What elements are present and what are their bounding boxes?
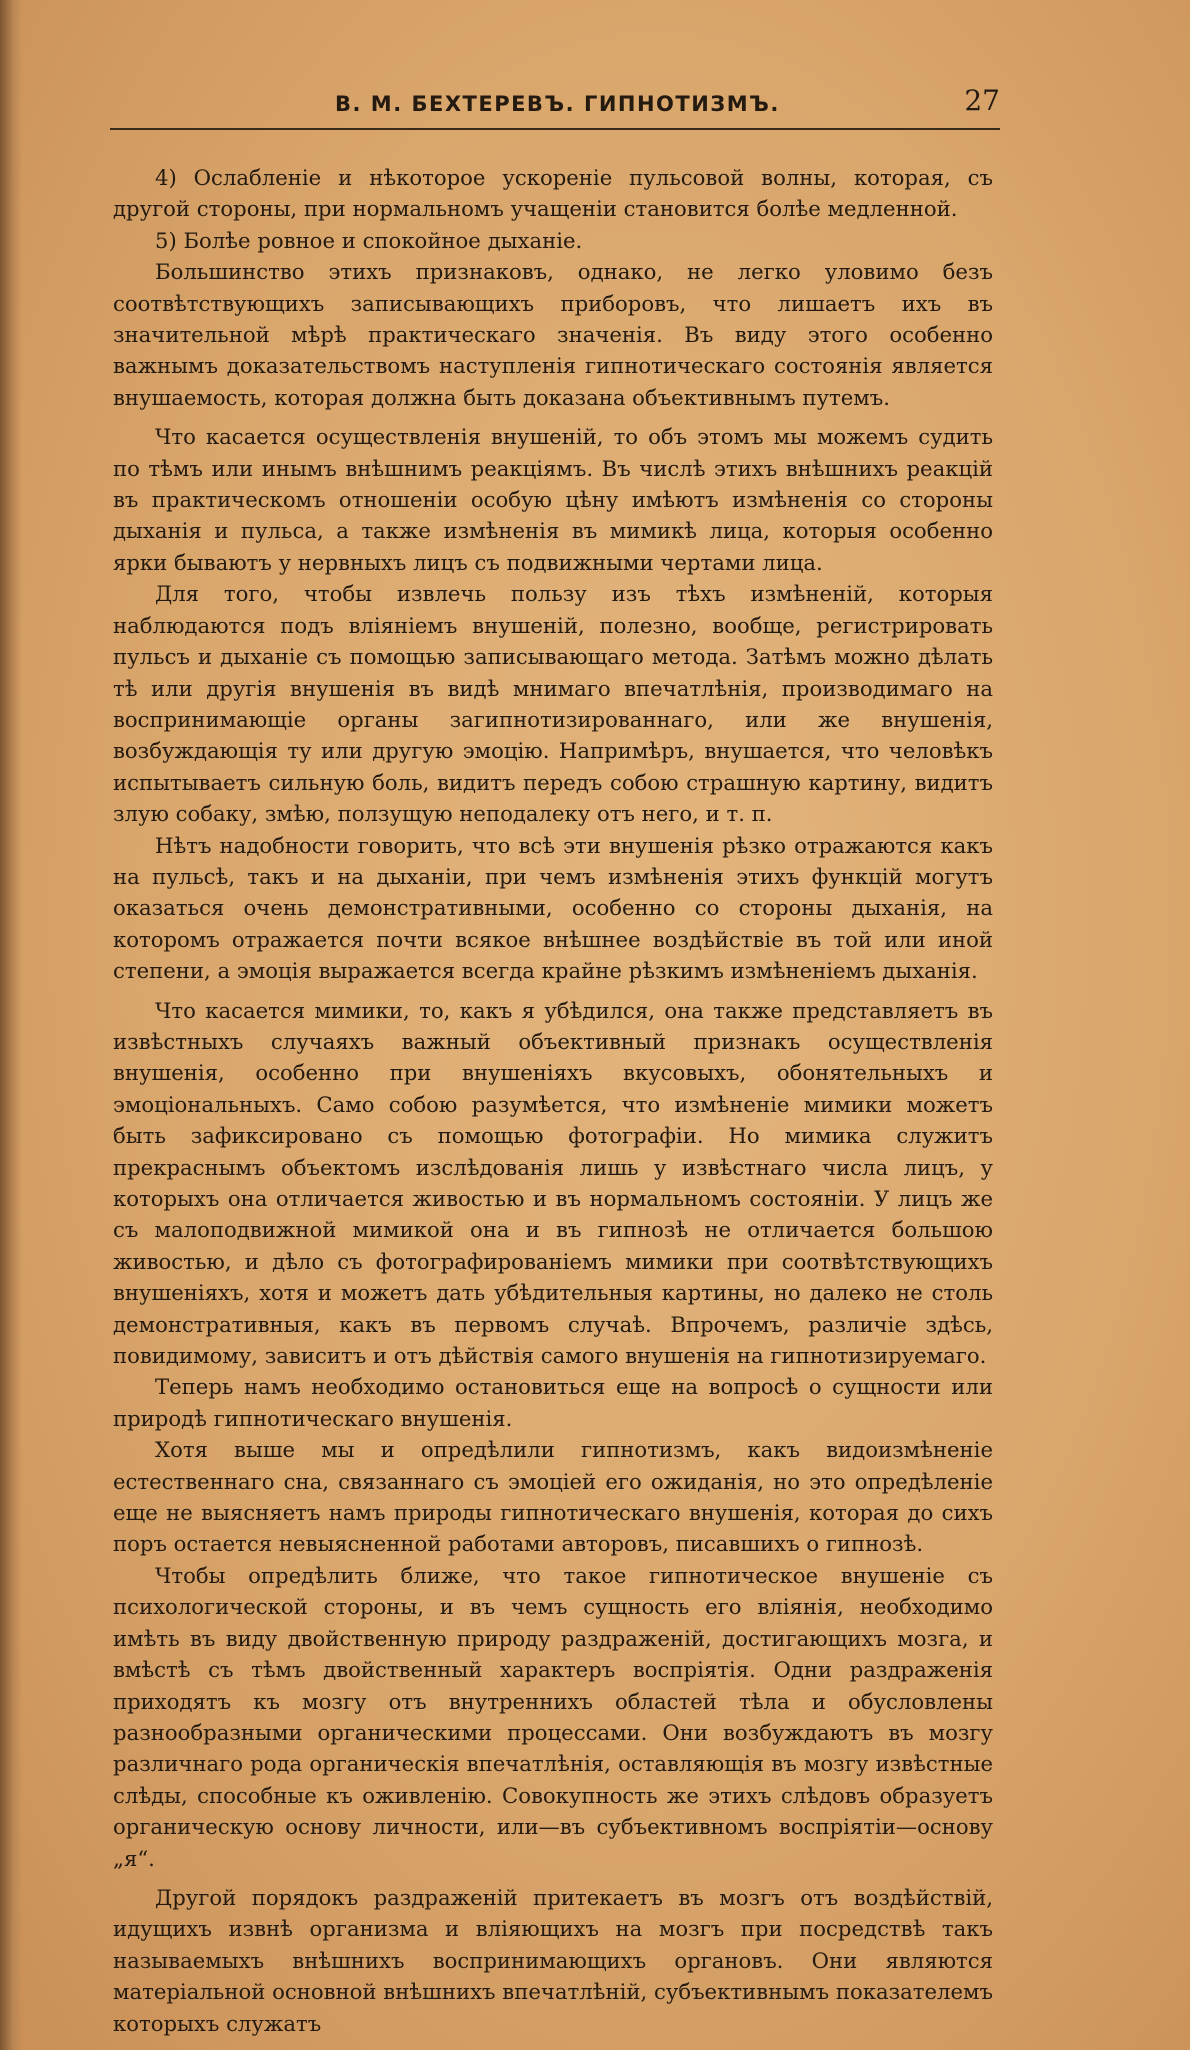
page-binding-shadow <box>0 0 22 2050</box>
paragraph: 4) Ослабленіе и нѣкоторое ускореніе пульсовой волны, которая, съ другой стороны, при нормальномъ учащеніи становится болѣе медленной. <box>113 165 993 222</box>
paragraph: Что касается мимики, то, какъ я убѣдился, она также представляетъ въ извѣстныхъ случаяхъ важный объективный признакъ осуществленія внушенія, особенно при внушеніяхъ вкусовыхъ, обонятельныхъ и эмоціональныхъ. Само собою разумѣется, что измѣненіе мимики можетъ быть зафиксировано съ помощью фотографіи. Но мимика служитъ прекраснымъ объектомъ изслѣдованія лишь у извѣстнаго числа лицъ, у которыхъ она отличается живостью и въ нормальномъ состояніи. У лицъ же съ малоподвижной мимикой она и въ гипнозѣ не отличается большою живостью, и дѣло съ фотографированіемъ мимики при соотвѣтствующихъ внушеніяхъ, хотя и можетъ дать убѣдительныя картины, но далеко не столь демонстративныя, какъ въ первомъ случаѣ. Впрочемъ, различіе здѣсь, повидимому, зависитъ и отъ дѣйствія самого внушенія на гипнотизируемаго. <box>113 997 993 1369</box>
page-number: 27 <box>964 84 1000 117</box>
paragraph: Теперь намъ необходимо остановиться еще на вопросѣ о сущности или природѣ гипнотическаго внушенія. <box>113 1374 993 1431</box>
paragraph: Нѣтъ надобности говорить, что всѣ эти внушенія рѣзко отражаются какъ на пульсѣ, такъ и на дыханіи, при чемъ измѣненія этихъ функцій могутъ оказаться очень демонстративными, особенно со стороны дыханія, на которомъ отражается почти всякое внѣшнее воздѣйствіе въ той или иной степени, а эмоція выражается всегда крайне рѣзкимъ измѣненіемъ дыханія. <box>113 832 993 984</box>
paragraph: Другой порядокъ раздраженій притекаетъ въ мозгъ отъ воздѣйствій, идущихъ извнѣ организма и вліяющихъ на мозгъ при посредствѣ такъ называемыхъ внѣшнихъ воспринимающихъ органовъ. Они являются матеріальной основной внѣшнихъ впечатлѣній, субъективнымъ показателемъ которыхъ служатъ <box>113 1884 993 2036</box>
paragraph: Чтобы опредѣлить ближе, что такое гипнотическое внушеніе съ психологической стороны, и въ чемъ сущность его вліянія, необходимо имѣть въ виду двойственную природу раздраженій, достигающихъ мозга, и вмѣстѣ съ тѣмъ двойственный характеръ воспріятія. Одни раздраженія приходятъ къ мозгу отъ внутреннихъ областей тѣла и обусловлены разнообразными органическими процессами. Они возбуждаютъ въ мозгу различнаго рода органическія впечатлѣнія, оставляющія въ мозгу извѣстные слѣды, способные къ оживленію. Совокупность же этихъ слѣдовъ образуетъ органическую основу личности, или—въ субъективномъ воспріятіи—основу „я“. <box>113 1562 993 1871</box>
paragraph: Для того, чтобы извлечь пользу изъ тѣхъ измѣненій, которыя наблюдаются подъ вліяніемъ внушеній, полезно, вообще, регистрировать пульсъ и дыханіе съ помощью записывающаго метода. Затѣмъ можно дѣлать тѣ или другія внушенія въ видѣ мнимаго впечатлѣнія, производимаго на воспринимающіе органы загипнотизированнаго, или же внушенія, возбуждающія ту или другую эмоцію. Напримѣръ, внушается, что человѣкъ испытываетъ сильную боль, видитъ передъ собою страшную картину, видитъ злую собаку, змѣю, ползущую неподалеку отъ него, и т. п. <box>113 581 993 827</box>
paragraph: 5) Болѣе ровное и спокойное дыханіе. <box>155 227 583 253</box>
page-header <box>110 78 1000 130</box>
paragraph: Большинство этихъ признаковъ, однако, не легко уловимо безъ соотвѣтствующихъ записывающихъ приборовъ, что лишаетъ ихъ въ значительной мѣрѣ практическаго значенія. Въ виду этого особенно важнымъ доказательствомъ наступленія гипнотическаго состоянія является внушаемость, которая должна быть доказана объективнымъ путемъ. <box>113 259 993 410</box>
paragraph: Хотя выше мы и опредѣлили гипнотизмъ, какъ видоизмѣненіе естественнаго сна, связаннаго съ эмоціей его ожиданія, но это опредѣленіе еще не выясняетъ намъ природы гипнотическаго внушенія, которая до сихъ поръ остается невыясненной работами авторовъ, писавшихъ о гипнозѣ. <box>113 1437 993 1557</box>
paragraph: Что касается осуществленія внушеній, то объ этомъ мы можемъ судить по тѣмъ или инымъ внѣшнимъ реакціямъ. Въ числѣ этихъ внѣшнихъ реакцій въ практическомъ отношеніи особую цѣну имѣютъ измѣненія со стороны дыханія и пульса, а также измѣненія въ мимикѣ лица, которыя особенно ярки бываютъ у нервныхъ лицъ съ подвижными чертами лица. <box>113 424 993 575</box>
body-text <box>113 162 993 2039</box>
running-title: В. М. БЕХТЕРЕВЪ. ГИПНОТИЗМЪ. <box>335 92 780 116</box>
